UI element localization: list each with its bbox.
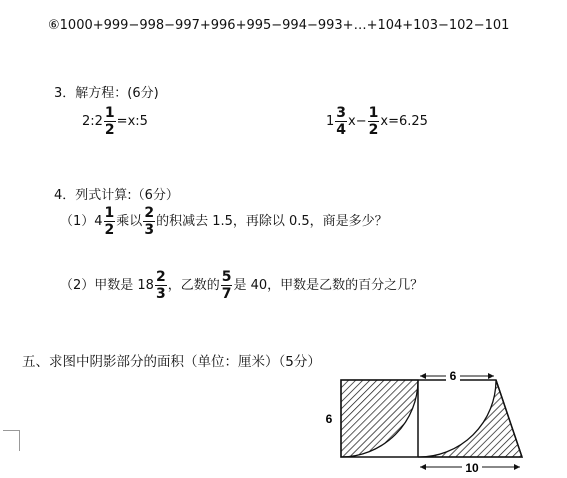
equation-2-suffix: x=6.25 xyxy=(380,114,428,129)
fraction-numerator: 2 xyxy=(155,269,166,285)
fraction-denominator: 7 xyxy=(221,286,232,302)
right-shaded-region xyxy=(418,380,522,457)
bottom-arrow-left xyxy=(420,464,426,470)
question-2-suffix: 是 40，甲数是乙数的百分之几？ xyxy=(233,278,424,293)
equation-1-prefix: 2:2 xyxy=(82,114,103,129)
problem-6-expression: 1000+999−998−997+996+995−994−993+…+104+103−102−101 xyxy=(59,18,510,33)
fraction-denominator: 3 xyxy=(155,286,166,302)
fraction-denominator: 4 xyxy=(336,122,347,138)
top-arrow-left xyxy=(420,373,426,379)
bottom-dimension-label: 10 xyxy=(465,461,479,475)
fraction-denominator: 3 xyxy=(144,222,155,238)
section-5-heading: 五、求图中阴影部分的面积（单位：厘米）（5分） xyxy=(22,354,321,370)
section-3-heading: 3．解方程：(6分) xyxy=(54,86,159,101)
bottom-arrow-right xyxy=(514,464,520,470)
equation-2-whole: 1 xyxy=(326,114,335,129)
fraction-denominator: 2 xyxy=(104,222,115,238)
question-1-mid: 乘以 xyxy=(116,214,143,229)
fraction-numerator: 1 xyxy=(104,205,115,221)
question-2-mid: ，乙数的 xyxy=(167,278,220,293)
fraction-numerator: 1 xyxy=(368,105,379,121)
fraction-denominator: 2 xyxy=(104,122,115,138)
circled-number-6: ⑥ xyxy=(48,18,60,33)
equation-1-suffix: =x:5 xyxy=(116,114,148,129)
fraction-numerator: 1 xyxy=(104,105,115,121)
question-1-suffix: 的积减去 1.5，再除以 0.5，商是多少？ xyxy=(156,214,388,229)
fraction-denominator: 2 xyxy=(368,122,379,138)
top-dimension-label: 6 xyxy=(449,369,457,383)
fraction-numerator: 5 xyxy=(221,269,232,285)
section-4-heading: 4．列式计算:（6分） xyxy=(54,188,179,203)
left-dimension-label: 6 xyxy=(325,412,333,426)
question-1-prefix: （1）4 xyxy=(60,214,103,229)
left-shaded-region xyxy=(341,380,418,457)
equation-2-mid: x− xyxy=(348,114,367,129)
fraction-numerator: 3 xyxy=(336,105,347,121)
question-2-prefix: （2）甲数是 18 xyxy=(60,278,154,293)
top-arrow-right xyxy=(488,373,494,379)
fraction-numerator: 2 xyxy=(144,205,155,221)
